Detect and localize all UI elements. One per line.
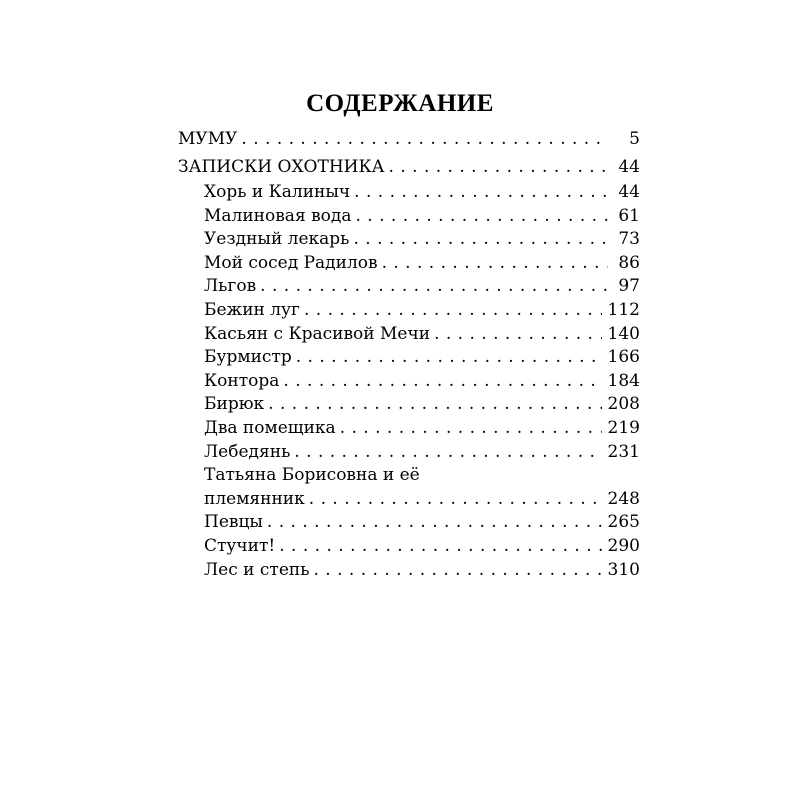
- leader-dots: [355, 205, 608, 229]
- toc-entry-label: Певцы: [204, 511, 267, 535]
- leader-dots: [296, 346, 602, 370]
- toc-sub-entry: [204, 205, 640, 229]
- toc-entry-label: Два помещика: [204, 417, 340, 441]
- leader-dots: [382, 252, 608, 276]
- leader-dots: [260, 275, 608, 299]
- toc-entry-page: 290: [607, 535, 640, 556]
- toc-entry-label: Хорь и Калиныч: [204, 181, 354, 205]
- toc-entry-page: 208: [607, 394, 640, 415]
- toc-entry-label: Контора: [204, 370, 283, 394]
- toc-entry-page: 44: [618, 157, 640, 177]
- toc-entry-page: 73: [618, 229, 640, 250]
- toc-entry-label: ЗАПИСКИ ОХОТНИКА: [178, 153, 389, 181]
- toc-sub-entry-wrapped-line2: [204, 488, 640, 512]
- leader-dots: [283, 370, 601, 394]
- toc-sub-entry: [204, 252, 640, 276]
- toc-entry-mumu: [178, 125, 640, 153]
- toc-entry-label: Мой сосед Радилов: [204, 252, 382, 276]
- toc-entry-page: 5: [629, 129, 640, 149]
- toc-sub-entry: [204, 346, 640, 370]
- page-title: СОДЕРЖАНИЕ: [306, 90, 494, 117]
- toc-entry-page: 112: [607, 299, 640, 320]
- toc-entry-label: Бирюк: [204, 393, 268, 417]
- toc-sub-entry: [204, 181, 640, 205]
- toc-sub-entry-wrapped-line1: [204, 464, 640, 488]
- toc-entry-page: 44: [618, 182, 640, 202]
- toc-entry-page: 310: [607, 559, 640, 580]
- toc-entry-label: Татьяна Борисовна и её: [204, 465, 420, 486]
- toc-entry-label: Лес и степь: [204, 559, 313, 583]
- toc-entry-page: 61: [618, 205, 640, 226]
- toc-entry-page: 219: [607, 417, 640, 438]
- leader-dots: [279, 535, 601, 559]
- toc-sub-entry: [204, 275, 640, 299]
- toc-sub-entry: [204, 441, 640, 465]
- leader-dots: [267, 511, 602, 535]
- toc-entry-page: 265: [607, 512, 640, 533]
- leader-dots: [309, 488, 602, 512]
- leader-dots: [340, 417, 602, 441]
- toc-entry-page: 166: [607, 347, 640, 368]
- toc-sub-entry: [204, 299, 640, 323]
- toc-entry-label: племянник: [204, 488, 309, 512]
- toc-entry-label: Касьян с Красивой Мечи: [204, 323, 434, 347]
- toc-sub-entry: [204, 323, 640, 347]
- leader-dots: [353, 228, 608, 252]
- table-of-contents: [178, 125, 640, 582]
- toc-sub-entry: [204, 370, 640, 394]
- toc-entry-page: 248: [607, 488, 640, 509]
- leader-dots: [389, 153, 608, 181]
- toc-sub-entry: [204, 559, 640, 583]
- leader-dots: [294, 441, 601, 465]
- toc-entry-page: 140: [607, 323, 640, 344]
- toc-entry-page: 231: [607, 441, 640, 462]
- toc-entry-label: Уездный лекарь: [204, 228, 353, 252]
- toc-entry-page: 86: [618, 252, 640, 273]
- toc-entry-label: Бурмистр: [204, 346, 296, 370]
- leader-dots: [354, 181, 608, 205]
- toc-entry-label: Малиновая вода: [204, 205, 355, 229]
- toc-entry-label: Стучит!: [204, 535, 279, 559]
- toc-sub-entry: [204, 511, 640, 535]
- leader-dots: [241, 125, 608, 153]
- toc-entry-label: Льгов: [204, 275, 260, 299]
- toc-entry-label: Бежин луг: [204, 299, 304, 323]
- leader-dots: [434, 323, 601, 347]
- toc-sub-entry: [204, 535, 640, 559]
- toc-entry-label: Лебедянь: [204, 441, 294, 465]
- toc-entry-label: МУМУ: [178, 125, 241, 153]
- toc-sub-entry: [204, 228, 640, 252]
- leader-dots: [313, 559, 601, 583]
- leader-dots: [304, 299, 602, 323]
- leader-dots: [268, 393, 601, 417]
- toc-entry-zapiski: [178, 153, 640, 181]
- toc-sub-entry: [204, 393, 640, 417]
- toc-entry-page: 97: [618, 276, 640, 297]
- toc-sub-entry: [204, 417, 640, 441]
- toc-entry-page: 184: [607, 370, 640, 391]
